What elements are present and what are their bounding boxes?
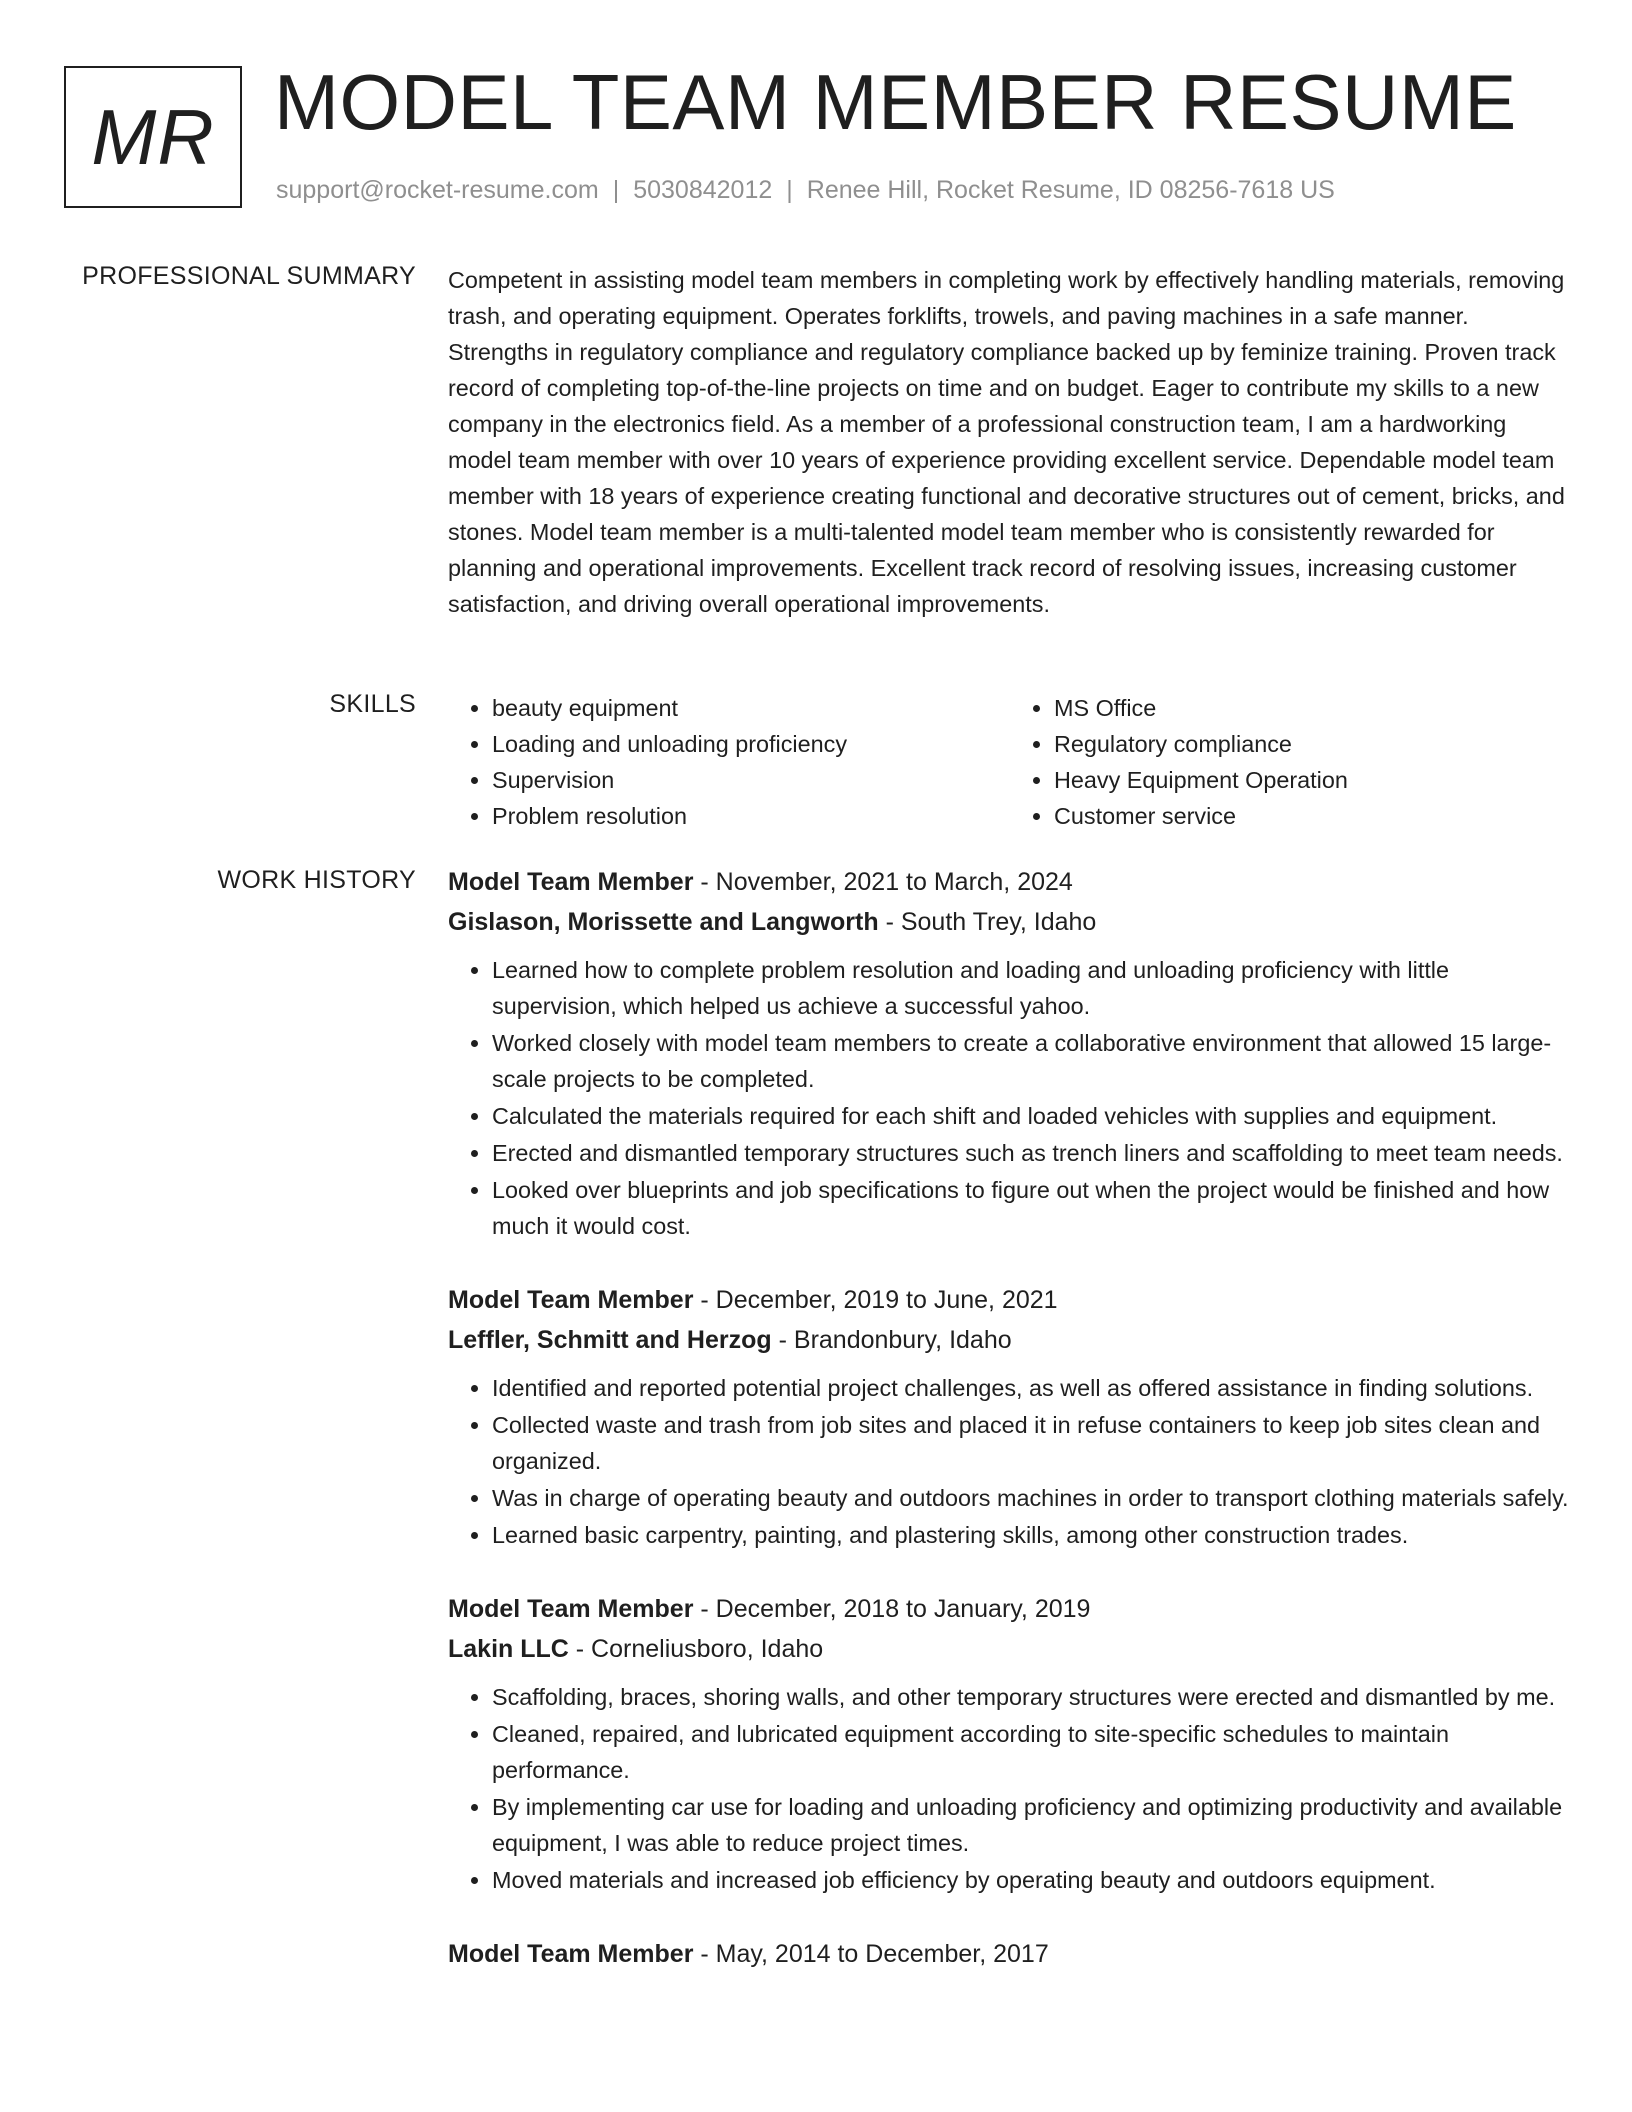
job-title-line: [448, 1280, 1572, 1320]
job-location: - Corneliusboro, Idaho: [568, 1635, 824, 1663]
skill-item: • beauty equipment: [492, 690, 1010, 726]
job-bullets: [448, 1370, 1572, 1553]
job-bullet: • Moved materials and increased job efficiency by operating beauty and outdoors equipment.: [492, 1862, 1572, 1898]
skills-heading: SKILLS: [329, 690, 416, 718]
summary-text: Competent in assisting model team members in completing work by effectively handling materials, removing trash, and operating equipment. Operates forklifts, trowels, and paving machines in a safe manner. Strengths in regulatory compliance and regulatory compliance backed up by feminize training. Proven track record of completing top-of-the-line projects on time and on budget. Eager to contribute my skills to a new company in the electronics field. As a member of a professional construction team, I am a hardworking model team member with over 10 years of experience providing excellent service. Dependable model team member with 18 years of experience creating functional and decorative structures out of cement, bricks, and stones. Model team member is a multi-talented model team member who is consistently rewarded for planning and operational improvements. Excellent track record of resolving issues, increasing customer satisfaction, and driving overall operational improvements.: [448, 267, 1565, 617]
job-entry: [448, 1934, 1572, 1974]
job-title-line: [448, 1934, 1572, 1974]
skills-body: [448, 690, 1572, 834]
job-title-line: [448, 1589, 1572, 1629]
address-text: Renee Hill, Rocket Resume, ID 08256-7618 US: [806, 176, 1335, 204]
job-title: Model Team Member: [448, 1595, 694, 1623]
skill-item: • Customer service: [1054, 798, 1572, 834]
email-text[interactable]: support@rocket-resume.com: [276, 176, 599, 204]
job-company-line: [448, 1320, 1572, 1360]
job-title: Model Team Member: [448, 868, 694, 896]
job-bullet: • Cleaned, repaired, and lubricated equipment according to site-specific schedules to maintain performance.: [492, 1716, 1572, 1788]
job-entry: [448, 862, 1572, 1244]
skill-item: • Regulatory compliance: [1054, 726, 1572, 762]
skill-item: • Problem resolution: [492, 798, 1010, 834]
job-company-line: [448, 902, 1572, 942]
summary-body: [448, 262, 1572, 622]
job-bullet: • Erected and dismantled temporary structures such as trench liners and scaffolding to meet team needs.: [492, 1135, 1572, 1171]
skills-list-left: [448, 690, 1010, 834]
summary-heading: PROFESSIONAL SUMMARY: [82, 262, 416, 290]
skill-item: • MS Office: [1054, 690, 1572, 726]
job-company: Gislason, Morissette and Langworth: [448, 908, 879, 936]
job-company-line: [448, 1629, 1572, 1669]
skill-item: • Heavy Equipment Operation: [1054, 762, 1572, 798]
job-bullet: • By implementing car use for loading and unloading proficiency and optimizing productivity and available equipment, I was able to reduce project times.: [492, 1789, 1572, 1861]
separator: |: [612, 176, 620, 204]
job-bullet: • Looked over blueprints and job specifications to figure out when the project would be finished and how much it would cost.: [492, 1172, 1572, 1244]
work-body: [448, 862, 1572, 2010]
job-dates: - December, 2018 to January, 2019: [693, 1595, 1091, 1623]
job-bullet: • Collected waste and trash from job sites and placed it in refuse containers to keep job sites clean and organized.: [492, 1407, 1572, 1479]
job-bullet: • Scaffolding, braces, shoring walls, and other temporary structures were erected and dismantled by me.: [492, 1679, 1572, 1715]
job-title: Model Team Member: [448, 1940, 694, 1968]
phone-text[interactable]: 5030842012: [633, 176, 773, 204]
skill-item: • Supervision: [492, 762, 1010, 798]
job-bullet: • Learned basic carpentry, painting, and plastering skills, among other construction trades.: [492, 1517, 1572, 1553]
skills-grid: [448, 690, 1572, 834]
monogram: MR: [64, 66, 242, 208]
contact-line: [276, 176, 1335, 205]
job-bullet: • Was in charge of operating beauty and outdoors machines in order to transport clothing materials safely.: [492, 1480, 1572, 1516]
job-dates: - November, 2021 to March, 2024: [693, 868, 1073, 896]
job-entry: [448, 1589, 1572, 1898]
job-dates: - May, 2014 to December, 2017: [693, 1940, 1049, 1968]
job-bullets: [448, 952, 1572, 1244]
job-bullets: [448, 1679, 1572, 1898]
job-entry: [448, 1280, 1572, 1553]
work-heading: WORK HISTORY: [217, 866, 416, 894]
page-title: MODEL TEAM MEMBER RESUME: [274, 58, 1517, 146]
job-location: - South Trey, Idaho: [878, 908, 1097, 936]
job-bullet: • Calculated the materials required for each shift and loaded vehicles with supplies and equipment.: [492, 1098, 1572, 1134]
job-bullet: • Worked closely with model team members to create a collaborative environment that allowed 15 large-scale projects to be completed.: [492, 1025, 1572, 1097]
skill-item: • Loading and unloading proficiency: [492, 726, 1010, 762]
job-bullet: • Learned how to complete problem resolution and loading and unloading proficiency with little supervision, which helped us achieve a successful yahoo.: [492, 952, 1572, 1024]
job-company: Lakin LLC: [448, 1635, 569, 1663]
job-company: Leffler, Schmitt and Herzog: [448, 1326, 772, 1354]
job-title-line: [448, 862, 1572, 902]
job-dates: - December, 2019 to June, 2021: [693, 1286, 1058, 1314]
job-title: Model Team Member: [448, 1286, 694, 1314]
skills-list-right: [1010, 690, 1572, 834]
job-bullet: • Identified and reported potential project challenges, as well as offered assistance in finding solutions.: [492, 1370, 1572, 1406]
job-location: - Brandonbury, Idaho: [771, 1326, 1012, 1354]
separator: |: [786, 176, 793, 204]
